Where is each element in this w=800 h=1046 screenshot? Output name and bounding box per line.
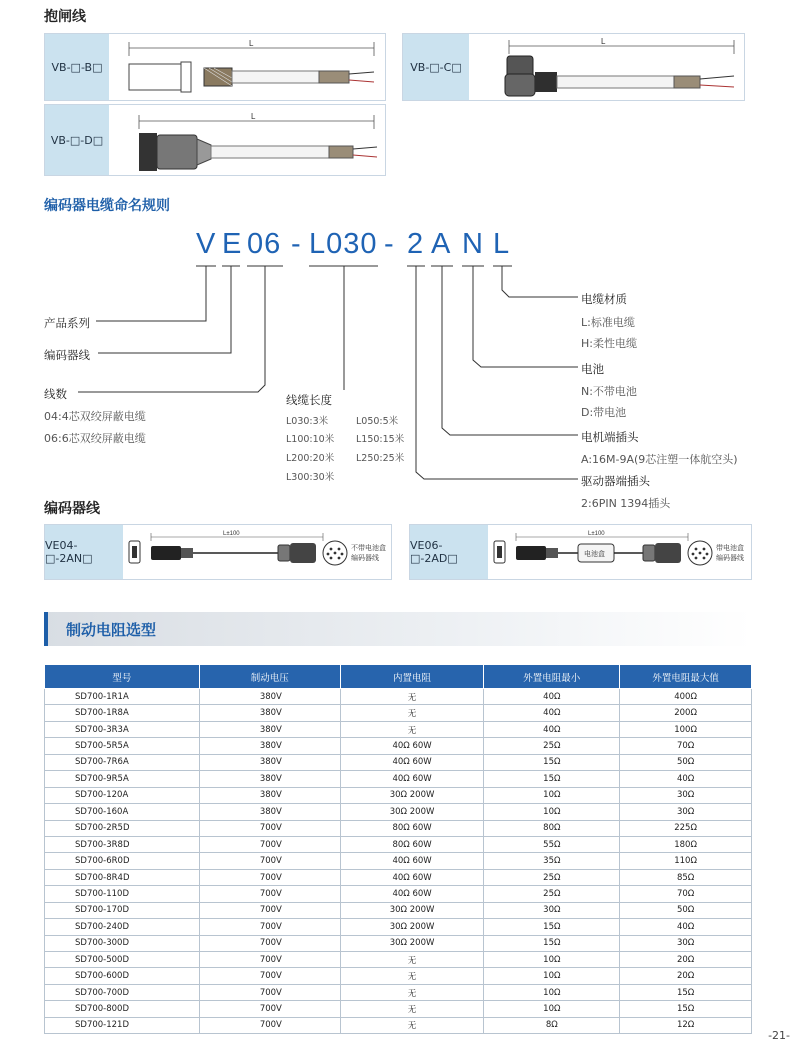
table-cell: 15Ω [620,1001,752,1017]
table-cell: 700V [199,853,340,869]
table-cell: 80Ω [484,820,620,836]
table-cell: SD700-3R3A [45,721,200,737]
table-cell: SD700-300D [45,935,200,951]
encoder-cable-ad [409,524,752,580]
table-cell: SD700-170D [45,902,200,918]
table-cell: SD700-110D [45,886,200,902]
encoder-cable-ad-drawing [488,525,714,580]
table-cell: SD700-1R8A [45,705,200,721]
table-row [45,804,752,820]
table-cell: 700V [199,935,340,951]
table-cell: 700V [199,1017,340,1033]
table-cell: SD700-9R5A [45,771,200,787]
table-row [45,935,752,951]
table-cell: 15Ω [484,754,620,770]
table-cell: 400Ω [620,689,752,705]
table-cell: SD700-240D [45,919,200,935]
table-cell: 40Ω [620,919,752,935]
col-voltage: 制动电压 [199,665,340,689]
table-cell: SD700-120A [45,787,200,803]
table-cell: 15Ω [484,935,620,951]
table-cell: 30Ω [620,787,752,803]
table-cell: 380V [199,721,340,737]
table-cell: 30Ω [620,935,752,951]
code-char-dash-1: - [291,228,302,260]
table-cell: 40Ω 60W [340,853,484,869]
table-cell: SD700-6R0D [45,853,200,869]
brake-cable-b-label: VB-□-B□ [45,34,109,100]
label-battery: 电池 [581,362,604,376]
table-cell: 55Ω [484,836,620,852]
table-cell: 100Ω [620,721,752,737]
table-cell: 无 [340,984,484,1000]
table-cell: 50Ω [620,754,752,770]
table-cell: 700V [199,1001,340,1017]
naming-title: 编码器电缆命名规则 [44,198,170,214]
table-cell: 380V [199,804,340,820]
table-cell: 12Ω [620,1017,752,1033]
table-row [45,968,752,984]
table-cell: 30Ω [620,804,752,820]
table-cell: 无 [340,689,484,705]
resistor-table [44,664,752,1034]
code-char-l: L [493,228,511,260]
table-cell: 15Ω [484,771,620,787]
material-opt-l: L:标准电缆 [581,316,635,329]
resistor-banner [44,612,752,646]
table-row [45,869,752,885]
table-cell: 10Ω [484,952,620,968]
table-cell: 10Ω [484,1001,620,1017]
table-row [45,738,752,754]
table-cell: 700V [199,902,340,918]
brake-section-title: 抱闸线 [44,9,86,25]
table-cell: 25Ω [484,738,620,754]
table-cell: SD700-2R5D [45,820,200,836]
table-cell: 700V [199,968,340,984]
table-cell: SD700-8R4D [45,869,200,885]
table-cell: 700V [199,886,340,902]
table-cell: 80Ω 60W [340,820,484,836]
table-cell: 700V [199,836,340,852]
label-material: 电缆材质 [581,292,627,306]
table-cell: 700V [199,952,340,968]
col-ext-max: 外置电阻最大值 [620,665,752,689]
table-row [45,902,752,918]
driver-plug-opt-2: 2:6PIN 1394插头 [581,497,671,510]
code-char-l030: L030 [309,228,378,260]
table-cell: 无 [340,968,484,984]
table-cell: 40Ω 60W [340,869,484,885]
label-motor-plug: 电机端插头 [581,430,639,444]
length-opt-l100: L100:10米 [286,434,335,445]
table-cell: 无 [340,1001,484,1017]
table-cell: 380V [199,738,340,754]
table-cell: 380V [199,705,340,721]
table-cell: 无 [340,721,484,737]
table-cell: 40Ω 60W [340,738,484,754]
table-row [45,836,752,852]
encoder-cable-an-length: L±100 [223,531,240,537]
code-char-06: 06 [247,228,282,260]
cores-opt-04: 04:4芯双绞屏蔽电缆 [44,410,146,423]
table-row [45,721,752,737]
material-opt-h: H:柔性电缆 [581,337,637,350]
encoder-cable-an [44,524,392,580]
label-length: 线缆长度 [286,393,332,407]
table-row [45,771,752,787]
table-cell: 200Ω [620,705,752,721]
table-cell: 10Ω [484,968,620,984]
table-cell: 30Ω 200W [340,787,484,803]
table-cell: 25Ω [484,886,620,902]
label-driver-plug: 驱动器端插头 [581,474,650,488]
label-series: 产品系列 [44,316,90,330]
encoder-cable-ad-note-2: 编码器线 [716,554,744,562]
encoder-cable-ad-label: VE06-□-2AD□ [410,525,488,579]
label-encoder: 编码器线 [44,348,90,362]
length-opt-l050: L050:5米 [356,416,399,427]
table-cell: 无 [340,1017,484,1033]
table-cell: SD700-3R8D [45,836,200,852]
banner-accent [44,612,48,646]
table-cell: 380V [199,754,340,770]
table-row [45,952,752,968]
encoder-cable-ad-note-1: 带电池盒 [716,544,744,552]
table-cell: 40Ω [620,771,752,787]
encoder-section-title: 编码器线 [44,501,100,517]
length-opt-l300: L300:30米 [286,472,335,483]
table-cell: 40Ω 60W [340,771,484,787]
motor-plug-opt-a: A:16M-9A(9芯注塑一体航空头) [581,453,738,466]
table-cell: 70Ω [620,738,752,754]
table-cell: 10Ω [484,984,620,1000]
table-cell: 380V [199,771,340,787]
table-cell: 40Ω 60W [340,886,484,902]
length-opt-l150: L150:15米 [356,434,405,445]
table-cell: 225Ω [620,820,752,836]
code-char-n: N [462,228,484,260]
label-cores: 线数 [44,387,67,401]
table-cell: 700V [199,820,340,836]
table-cell: 15Ω [620,984,752,1000]
table-cell: 380V [199,689,340,705]
table-row [45,886,752,902]
table-cell: 700V [199,869,340,885]
table-cell: 380V [199,787,340,803]
length-opt-l200: L200:20米 [286,453,335,464]
table-row [45,853,752,869]
table-cell: 30Ω 200W [340,804,484,820]
table-cell: SD700-7R6A [45,754,200,770]
table-cell: SD700-800D [45,1001,200,1017]
encoder-cable-ad-box: 电池盒 [584,550,605,558]
resistor-title: 制动电阻选型 [66,621,157,639]
table-cell: 700V [199,984,340,1000]
length-opt-l250: L250:25米 [356,453,405,464]
encoder-cable-ad-length: L±100 [588,531,605,537]
table-cell: 20Ω [620,952,752,968]
table-cell: SD700-121D [45,1017,200,1033]
brake-cable-c-length: L [601,37,606,46]
table-cell: SD700-1R1A [45,689,200,705]
brake-cable-d-label: VB-□-D□ [45,105,109,175]
table-cell: 30Ω 200W [340,935,484,951]
table-cell: 30Ω [484,902,620,918]
table-cell: 110Ω [620,853,752,869]
table-cell: 20Ω [620,968,752,984]
length-opt-l030: L030:3米 [286,416,329,427]
table-cell: 700V [199,919,340,935]
table-cell: 40Ω [484,705,620,721]
table-row [45,1001,752,1017]
table-row [45,919,752,935]
resistor-table-body [45,689,752,1034]
table-cell: 25Ω [484,869,620,885]
table-cell: 10Ω [484,787,620,803]
table-cell: 15Ω [484,919,620,935]
table-cell: 40Ω [484,689,620,705]
col-internal: 内置电阻 [340,665,484,689]
encoder-cable-an-note-1: 不带电池盒 [351,544,386,552]
code-char-2: 2 [407,228,425,260]
col-model: 型号 [45,665,200,689]
table-cell: SD700-160A [45,804,200,820]
table-row [45,754,752,770]
table-cell: 8Ω [484,1017,620,1033]
code-char-a: A [431,228,452,260]
table-cell: 50Ω [620,902,752,918]
encoder-cable-an-note-2: 编码器线 [351,554,379,562]
col-ext-min: 外置电阻最小 [484,665,620,689]
table-row [45,787,752,803]
battery-opt-d: D:带电池 [581,406,627,419]
table-cell: 180Ω [620,836,752,852]
table-row [45,1017,752,1033]
page-number: -21- [768,1029,790,1042]
table-cell: 30Ω 200W [340,919,484,935]
table-row [45,820,752,836]
table-cell: SD700-600D [45,968,200,984]
encoder-cable-an-label: VE04-□-2AN□ [45,525,123,579]
brake-cable-b-length: L [249,39,254,48]
table-cell: 10Ω [484,804,620,820]
table-row [45,705,752,721]
encoder-cable-an-drawing [123,525,349,580]
table-cell: SD700-500D [45,952,200,968]
table-cell: 40Ω 60W [340,754,484,770]
table-cell: 40Ω [484,721,620,737]
table-cell: 30Ω 200W [340,902,484,918]
code-char-e: E [222,228,243,260]
table-header-row [45,665,752,689]
code-char-v: V [196,228,217,260]
table-cell: 70Ω [620,886,752,902]
table-row [45,689,752,705]
table-cell: SD700-700D [45,984,200,1000]
table-cell: 35Ω [484,853,620,869]
cores-opt-06: 06:6芯双绞屏蔽电缆 [44,432,146,445]
table-cell: SD700-5R5A [45,738,200,754]
code-char-dash-2: - [384,228,395,260]
table-cell: 无 [340,705,484,721]
table-cell: 85Ω [620,869,752,885]
brake-cable-d-length: L [251,112,256,121]
battery-opt-n: N:不带电池 [581,385,637,398]
table-cell: 80Ω 60W [340,836,484,852]
brake-cable-c-label: VB-□-C□ [403,34,469,100]
table-row [45,984,752,1000]
table-cell: 无 [340,952,484,968]
